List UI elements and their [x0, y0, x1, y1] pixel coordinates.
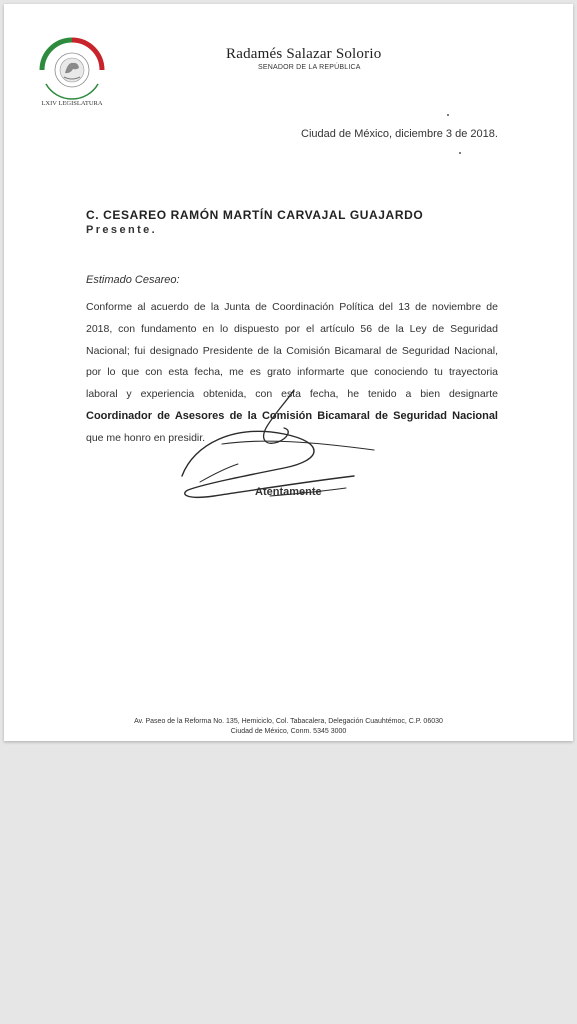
body-line: 2018, con fundamento en lo dispuesto por el artículo 56 de la Ley de Seguridad — [86, 322, 498, 335]
body-line: que me honro en presidir. — [86, 431, 206, 444]
body-line: Nacional; fui designado Presidente de la Comisión Bicamaral de Seguridad Nacional, — [86, 344, 498, 357]
letter-date: Ciudad de México, diciembre 3 de 2018. — [301, 128, 498, 140]
letter-page — [4, 4, 573, 741]
body-line: Conforme al acuerdo de la Junta de Coordinación Política del 13 de noviembre de — [86, 301, 498, 313]
sender-name: Radamés Salazar Solorio — [226, 46, 382, 62]
footer-city-phone: Ciudad de México, Conm. 5345 3000 — [230, 728, 347, 735]
svg-text:LXIV LEGISLATURA: LXIV LEGISLATURA — [41, 100, 103, 107]
recipient-name: C. CESAREO RAMÓN MARTÍN CARVAJAL GUAJARDO — [86, 208, 424, 222]
appointment-title-line: Coordinador de Asesores de la Comisión Bicamaral de Seguridad Nacional — [86, 409, 498, 422]
body-line: laboral y experiencia obtenida, con esta fecha, he tenido a bien designarte — [86, 388, 498, 401]
sender-title: SENADOR DE LA REPÚBLICA — [258, 64, 361, 71]
greeting: Estimado Cesareo: — [86, 274, 180, 286]
body-line: por lo que con esta fecha, me es grato informarte que conociendo tu trayectoria — [86, 366, 498, 379]
closing-atentamente: Atentamente — [255, 486, 322, 498]
scan-speck — [447, 114, 449, 116]
scan-speck — [459, 152, 461, 154]
senate-seal-logo — [32, 32, 112, 108]
recipient-salutation: Presente. — [86, 224, 158, 236]
footer-address: Av. Paseo de la Reforma No. 135, Hemiciclo, Col. Tabacalera, Delegación Cuauhtémoc, C.P. 06030 — [134, 718, 443, 725]
